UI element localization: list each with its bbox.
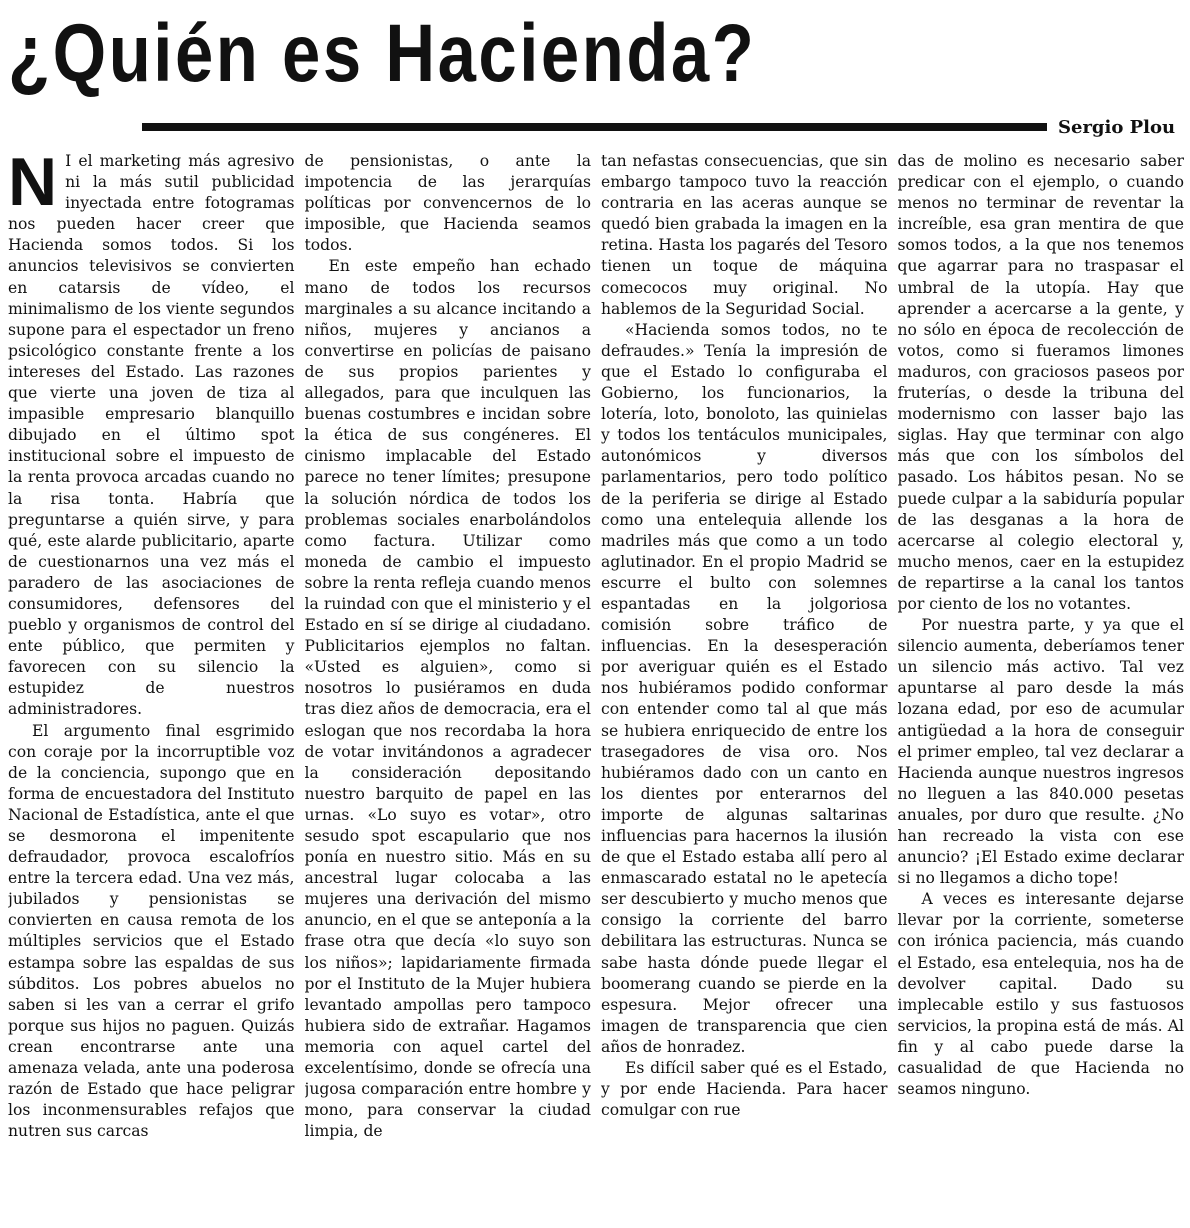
column-2 — [305, 151, 592, 1225]
paragraph-text: I el marketing más agresivo ni la más sutil publicidad inyectada entre fotogramas nos pueden hacer creer que Hacienda somos todos. Si los anuncios televisivos se convierten en catarsis de vídeo, el minimalismo de los viente segundos supone para el espectador un freno psicológico constante frente a los intereses del Estado. Las razones que vierte una joven de tiza al impasible empresario blanquillo dibujado en el último spot institucional sobre el impuesto de la renta provoca arcadas cuando no la risa tonta. Habría que preguntarse a quién sirve, y para qué, este alarde publicitario, aparte de cuestionarnos una vez más el paradero de las asociaciones de consumidores, defensores del pueblo y organismos de control del ente público, que permiten y favorecen con su silencio la estupidez de nuestros administradores. — [8, 152, 295, 719]
paragraph: tan nefastas consecuencias, que sin embargo tampoco tuvo la reacción contraria en las aceras aunque se quedó bien grabada la imagen en la retina. Hasta los pagarés del Tesoro tienen un toque de máquina comecocos muy original. No hablemos de la Seguridad Social. — [601, 152, 888, 318]
paragraph: A veces es interesante dejarse llevar por la corriente, someterse con irónica paciencia, más cuando el Estado, esa entelequia, nos ha de devolver capital. Dado su implecable estilo y sus fastuosos servicios, la propina está de más. Al fin y al cabo puede darse la casualidad de que Hacienda no seamos ninguno. — [897, 890, 1184, 1099]
column-4 — [898, 151, 1185, 1225]
paragraph — [8, 151, 295, 721]
paragraph: En este empeño han echado mano de todos los recursos marginales a su alcance incitando a niños, mujeres y ancianos a convertirse en policías de paisano de sus propios parientes y allegados, para que inculquen las buenas costumbres e incidan sobre la ética de sus congéneres. El cinismo implacable del Estado parece no tener límites; presupone la solución nórdica de todos los problemas sociales enarbolándolos como factura. Utilizar como moneda de cambio el impuesto sobre la renta refleja cuando menos la ruindad con que el ministerio y el Estado en sí se dirige al ciudadano. Publicitarios ejemplos no faltan. «Usted es alguien», como si nosotros lo pusiéramos en duda tras diez años de democracia, era el eslogan que nos recordaba la hora de votar invitándonos a agradecer la consideración depositando nuestro barquito de papel en las urnas. «Lo suyo es votar», otro sesudo spot escapulario que nos ponía en nuestro sitio. Más en su ancestral lugar colocaba a las mujeres una derivación del mismo anuncio, en el que se anteponía a la frase otra que decía «lo suyo son los niños»; lapidariamente firmada por el Instituto de la Mujer hubiera levantado ampollas pero tampoco hubiera sido de extrañar. Hagamos memoria con aquel cartel del excelentísimo, donde se ofrecía una jugosa comparación entre hombre y mono, para conservar la ciudad limpia, de — [304, 257, 591, 1141]
paragraph: Por nuestra parte, y ya que el silencio aumenta, deberíamos tener un silencio más activo. Tal vez apuntarse al paro desde la más lozana edad, por eso de acumular antigüedad a la hora de conseguir el primer empleo, tal vez declarar a Hacienda aunque nuestros ingresos no lleguen a las 840.000 pesetas anuales, por duro que resulte. ¿No han recreado la vista con ese anuncio? ¡El Estado exime declarar si no llegamos a dicho tope! — [897, 616, 1184, 888]
paragraph: das de molino es necesario saber predicar con el ejemplo, o cuando menos no terminar de reventar la increíble, esa gran mentira de que somos todos, a la que nos tenemos que agarrar para no traspasar el umbral de la utopía. Hay que aprender a acercarse a la gente, y no sólo en época de recolección de votos, como si fueramos limones maduros, con graciosos paseos por fruterías, o desde la tribuna del modernismo con lasser bajo las siglas. Hay que terminar con algo más que con los símbolos del pasado. Los hábitos pesan. No se puede culpar a la sabiduría popular de las desganas a la hora de acercarse al colegio electoral y, mucho menos, caer en la estupidez de repartirse a la canal los tantos por ciento de los no votantes. — [897, 152, 1184, 613]
paragraph: «Hacienda somos todos, no te defraudes.» Tenía la impresión de que el Estado lo configuraba el Gobierno, los funcionarios, la lotería, loto, bonoloto, las quinielas y todos los tentáculos municipales, autonómicos y diversos parlamentarios, pero todo político de la periferia se dirige al Estado como una entelequia allende los madriles más que como a un todo aglutinador. En el propio Madrid se escurre el bulto con solemnes espantadas en la jolgoriosa comisión sobre tráfico de influencias. En la desesperación por averiguar quién es el Estado nos hubiéramos podido conformar con entender como tal al que más se hubiera enriquecido de entre los trasegadores de visa oro. Nos hubiéramos dado con un canto en los dientes por enterarnos del importe de algunas saltarinas influencias para hacernos la ilusión de que el Estado estaba allí pero al enmascarado estatal no le apetecía ser descubierto y mucho menos que consigo la corriente del barro debilitara las estructuras. Nunca se sabe hasta dónde puede llegar el boomerang cuando se pierde en la espesura. Mejor ofrecer una imagen de transparencia que cien años de honradez. — [601, 320, 888, 1056]
column-1 — [8, 151, 295, 1225]
paragraph: El argumento final esgrimido con coraje por la incorruptible voz de la conciencia, supongo que en forma de encuestadora del Instituto Nacional de Estadística, ante el que se desmorona el impenitente defraudador, provoca escalofríos entre la tercera edad. Una vez más, jubilados y pensionistas se convierten en causa remota de los múltiples servicios que el Estado estampa sobre las espaldas de sus súbditos. Los pobres abuelos no saben si les van a cerrar el grifo porque sus hijos no paguen. Quizás crean encontrarse ante una amenaza velada, ante una poderosa razón de Estado que hace peligrar los inconmensurables refajos que nutren sus carcas — [8, 721, 295, 1141]
author-byline: Sergio Plou — [1058, 117, 1176, 138]
title-rule — [142, 123, 1047, 131]
column-3 — [601, 151, 888, 1225]
paragraph: Es difícil saber qué es el Estado, y por ende Hacienda. Para hacer comulgar con rue — [601, 1059, 888, 1120]
paragraph: de pensionistas, o ante la impotencia de las jerarquías políticas por convencernos de lo imposible, que Hacienda seamos todos. — [304, 152, 591, 255]
article-body — [8, 151, 1184, 1225]
drop-cap: N — [8, 151, 58, 220]
headline: ¿Quién es Hacienda? — [8, 8, 757, 99]
